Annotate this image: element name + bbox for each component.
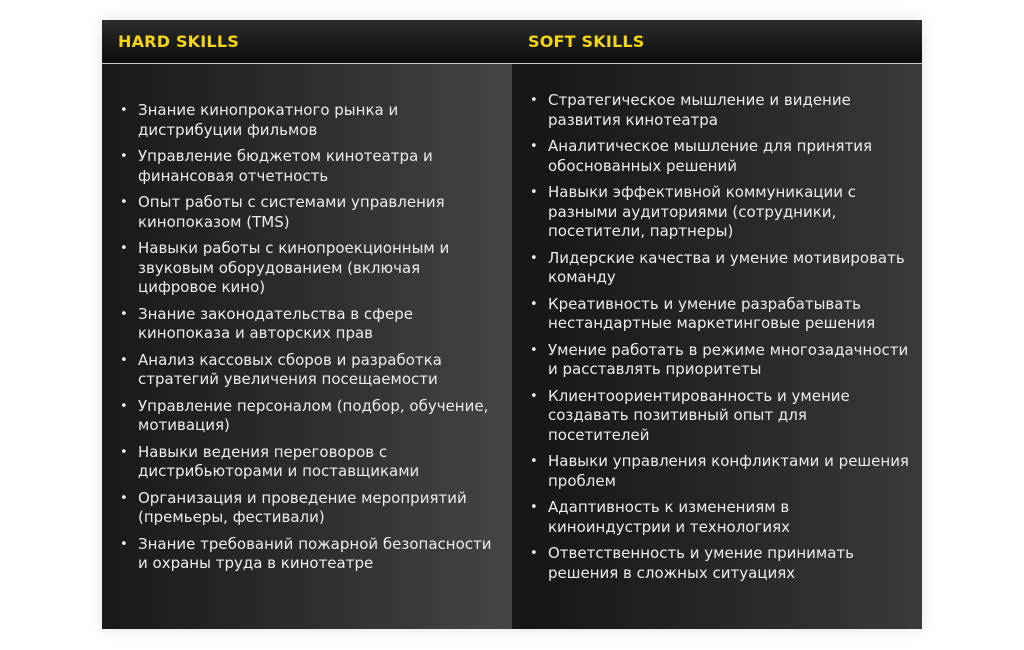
bullet-icon: •	[120, 490, 128, 506]
list-item	[118, 443, 496, 482]
bullet-icon: •	[530, 296, 538, 312]
hard-skill-text: Опыт работы с системами управления кинопоказом (TMS)	[138, 193, 445, 231]
hard-skill-text: Управление персоналом (подбор, обучение, мотивация)	[138, 396, 489, 434]
bullet-icon: •	[530, 500, 538, 515]
hard-skill-text: Знание кинопрокатного рынка и дистрибуции фильмов	[138, 101, 399, 139]
soft-skills-list	[528, 91, 910, 583]
bullet-icon: •	[120, 444, 128, 460]
list-item	[528, 498, 910, 537]
bullet-icon: •	[530, 388, 538, 404]
list-item	[528, 249, 910, 288]
list-item	[528, 341, 910, 380]
table-header	[102, 20, 922, 64]
bullet-icon: •	[530, 139, 538, 154]
list-item	[118, 239, 496, 298]
soft-skill-text: Стратегическое мышление и видение развития кинотеатра	[548, 91, 851, 129]
list-item	[118, 397, 496, 436]
list-item	[528, 183, 910, 242]
list-item	[118, 147, 496, 186]
bullet-icon: •	[530, 546, 538, 561]
soft-skill-text: Клиентоориентированность и умение создавать позитивный опыт для посетителей	[548, 386, 850, 444]
soft-skill-text: Навыки управления конфликтами и решения проблем	[548, 452, 909, 490]
skills-table	[102, 20, 922, 629]
soft-skill-text: Ответственность и умение принимать решения в сложных ситуациях	[548, 544, 854, 582]
bullet-icon: •	[120, 536, 128, 552]
list-item	[118, 193, 496, 232]
hard-skill-text: Знание требований пожарной безопасности и охраны труда в кинотеатре	[138, 534, 492, 572]
bullet-icon: •	[120, 241, 128, 256]
bullet-icon: •	[120, 398, 128, 414]
hard-skills-heading: HARD SKILLS	[118, 32, 239, 51]
bullet-icon: •	[120, 352, 128, 368]
list-item	[528, 452, 910, 491]
bullet-icon: •	[120, 306, 128, 322]
hard-skills-list	[118, 101, 496, 574]
list-item	[118, 489, 496, 528]
bullet-icon: •	[530, 250, 538, 266]
soft-skill-text: Адаптивность к изменениям в киноиндустрии и технологиях	[548, 498, 791, 536]
list-item	[118, 101, 496, 140]
soft-skill-text: Креативность и умение разрабатывать нестандартные маркетинговые решения	[548, 294, 876, 332]
list-item	[118, 305, 496, 344]
list-item	[528, 295, 910, 334]
bullet-icon: •	[530, 342, 538, 358]
soft-skill-text: Навыки эффективной коммуникации с разными аудиториями (сотрудники, посетители, партнеры)	[548, 183, 857, 240]
soft-skill-text: Лидерские качества и умение мотивировать команду	[548, 248, 905, 286]
list-item	[528, 137, 910, 176]
hard-skill-text: Организация и проведение мероприятий (премьеры, фестивали)	[138, 488, 467, 526]
hard-skills-column	[102, 64, 512, 629]
soft-skills-column	[512, 64, 922, 629]
bullet-icon: •	[120, 103, 128, 118]
list-item	[118, 351, 496, 390]
bullet-icon: •	[120, 195, 128, 210]
bullet-icon: •	[530, 185, 538, 200]
hard-skill-text: Знание законодательства в сфере кинопоказа и авторских прав	[138, 304, 413, 342]
hard-skill-text: Навыки работы с кинопроекционным и звуковым оборудованием (включая цифровое кино)	[138, 239, 450, 296]
hard-skill-text: Управление бюджетом кинотеатра и финансовая отчетность	[138, 147, 433, 185]
list-item	[528, 544, 910, 583]
bullet-icon: •	[530, 454, 538, 469]
soft-skills-heading: SOFT SKILLS	[528, 32, 645, 51]
bullet-icon: •	[120, 149, 128, 164]
soft-skill-text: Аналитическое мышление для принятия обоснованных решений	[548, 137, 873, 175]
soft-skill-text: Умение работать в режиме многозадачности и расставлять приоритеты	[548, 340, 909, 378]
list-item	[528, 91, 910, 130]
hard-skill-text: Анализ кассовых сборов и разработка стратегий увеличения посещаемости	[138, 350, 442, 388]
hard-skill-text: Навыки ведения переговоров с дистрибьюторами и поставщиками	[138, 442, 420, 480]
list-item	[528, 387, 910, 446]
bullet-icon: •	[530, 93, 538, 108]
list-item	[118, 535, 496, 574]
